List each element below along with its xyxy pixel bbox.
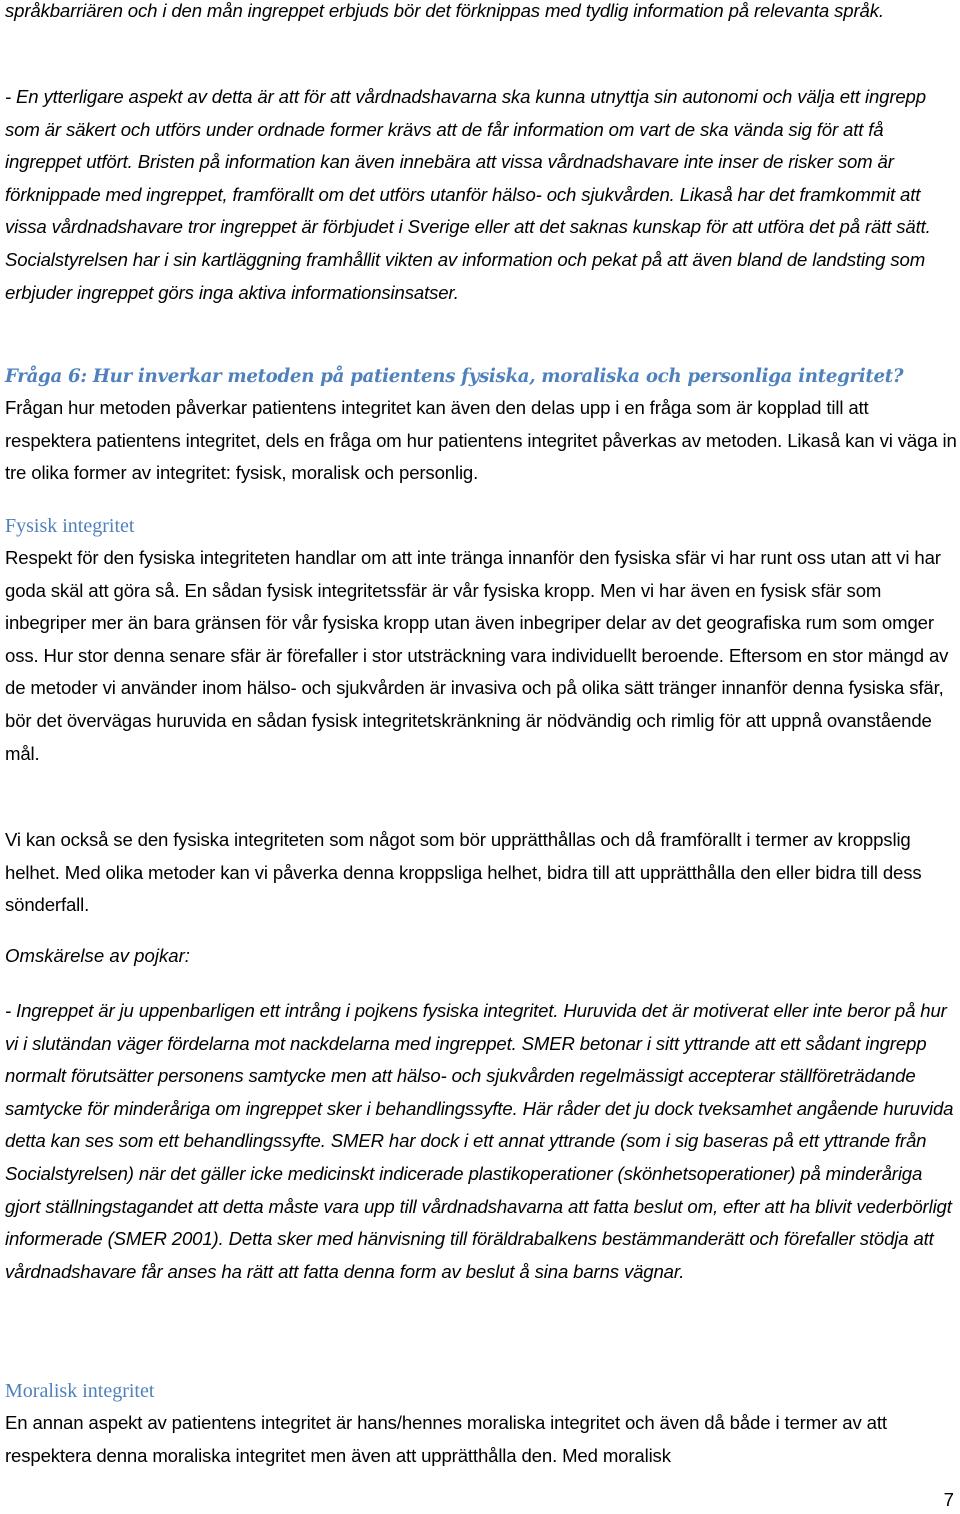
dash-paragraph-italic-part: - En ytterligare aspekt av detta är att för att vårdnadshavarna ska kunna utnyttja sin autonomi och välja ett ingrepp som är säkert och utförs under ordnade former krävs att de får information om vart de ska vända sig för att få ingreppet utfört. [5,86,926,173]
dash-paragraph-upright-part: Bristen på information kan även innebära att vissa vårdnadshavare inte inser de risker som är förknippade med ingreppet, framförallt om det utförs utanför hälso- och sjukvården. Likaså har det framkommit att vissa vårdnadshavare tror ingreppet är förbjudet i Sverige eller att det saknas kunskap för att utföra det på rätt sätt. Socialstyrelsen har i sin kartläggning framhållit vikten av information och pekat på att även bland de landsting som erbjuder ingreppet görs inga aktiva informationsinsatser. [5,151,931,303]
question-6-heading: Fråga 6: Hur inverkar metoden på patientens fysiska, moraliska och personliga integritet? [5,366,904,387]
moralisk-integritet-heading: Moralisk integritet [5,1380,155,1402]
moralisk-integritet-paragraph: En annan aspekt av patientens integritet är hans/hennes moraliska integritet och även då både i termer av att respektera denna moraliska integritet men även att upprätthålla den. Med moralisk [5,1412,887,1466]
omskarelse-dash-paragraph: - Ingreppet är ju uppenbarligen ett intrång i pojkens fysiska integritet. Huruvida det är motiverat eller inte beror på hur vi i slutändan väger fördelarna mot nackdelarna med ingreppet. SMER betonar i sitt yttrande att ett sådant ingrepp normalt förutsätter personens samtycke men att hälso- och sjukvården regelmässigt accepterar ställföreträdande samtycke för minderåriga om ingreppet sker i behandlingssyfte. Här råder det ju dock tveksamhet angående huruvida detta kan ses som ett behandlingssyfte. SMER har dock i ett annat yttrande (som i sig baseras på ett yttrande från Socialstyrelsen) när det gäller icke medicinskt indicerade plastikoperationer (skönhetsoperationer) på minderåriga gjort ställningstagandet att detta måste vara upp till vårdnadshavarna att fatta beslut om, efter att ha blivit vederbörligt informerade (SMER 2001). Detta sker med hänvisning till föräldrabalkens bestämmanderätt och förefaller stödja att vårdnadshavare får anses ha rätt att fatta denna form av beslut å sina barns vägnar. [5,1000,954,1282]
question-6-body: Frågan hur metoden påverkar patientens integritet kan även den delas upp i en fråga som är kopplad till att respektera patientens integritet, dels en fråga om hur patientens integritet påverkas av metoden. Likaså kan vi väga in tre olika former av integritet: fysisk, moralisk och personlig. [5,397,957,484]
omskarelse-subheading: Omskärelse av pojkar: [5,945,190,966]
fysisk-integritet-heading: Fysisk integritet [5,515,135,537]
fysisk-integritet-paragraph-1: Respekt för den fysiska integriteten handlar om att inte tränga innanför den fysiska sfär vi har runt oss utan att vi har goda skäl att göra så. En sådan fysisk integritetssfär är vår fysiska kropp. Men vi har även en fysisk sfär som inbegriper mer än bara gränsen för vår fysiska kropp utan även inbegriper delar av det geografiska rum som omger oss. Hur stor denna senare sfär är förefaller i stor utsträckning vara individuellt beroende. Eftersom en stor mängd av de metoder vi använder inom hälso- och sjukvården är invasiva och på olika sätt tränger innanför denna fysiska sfär, bör det övervägas huruvida en sådan fysisk integritetskränkning är nödvändig och rimlig för att uppnå ovanstående mål. [5,547,949,764]
intro-paragraph-tail: språkbarriären och i den mån ingreppet erbjuds bör det förknippas med tydlig information på relevanta språk. [5,0,884,21]
fysisk-integritet-paragraph-2: Vi kan också se den fysiska integriteten som något som bör upprätthållas och då framförallt i termer av kroppslig helhet. Med olika metoder kan vi påverka denna kroppsliga helhet, bidra till att upprätthålla den eller bidra till dess sönderfall. [5,829,922,916]
page-number: 7 [943,1489,954,1510]
dash-paragraph-information [5,81,957,309]
